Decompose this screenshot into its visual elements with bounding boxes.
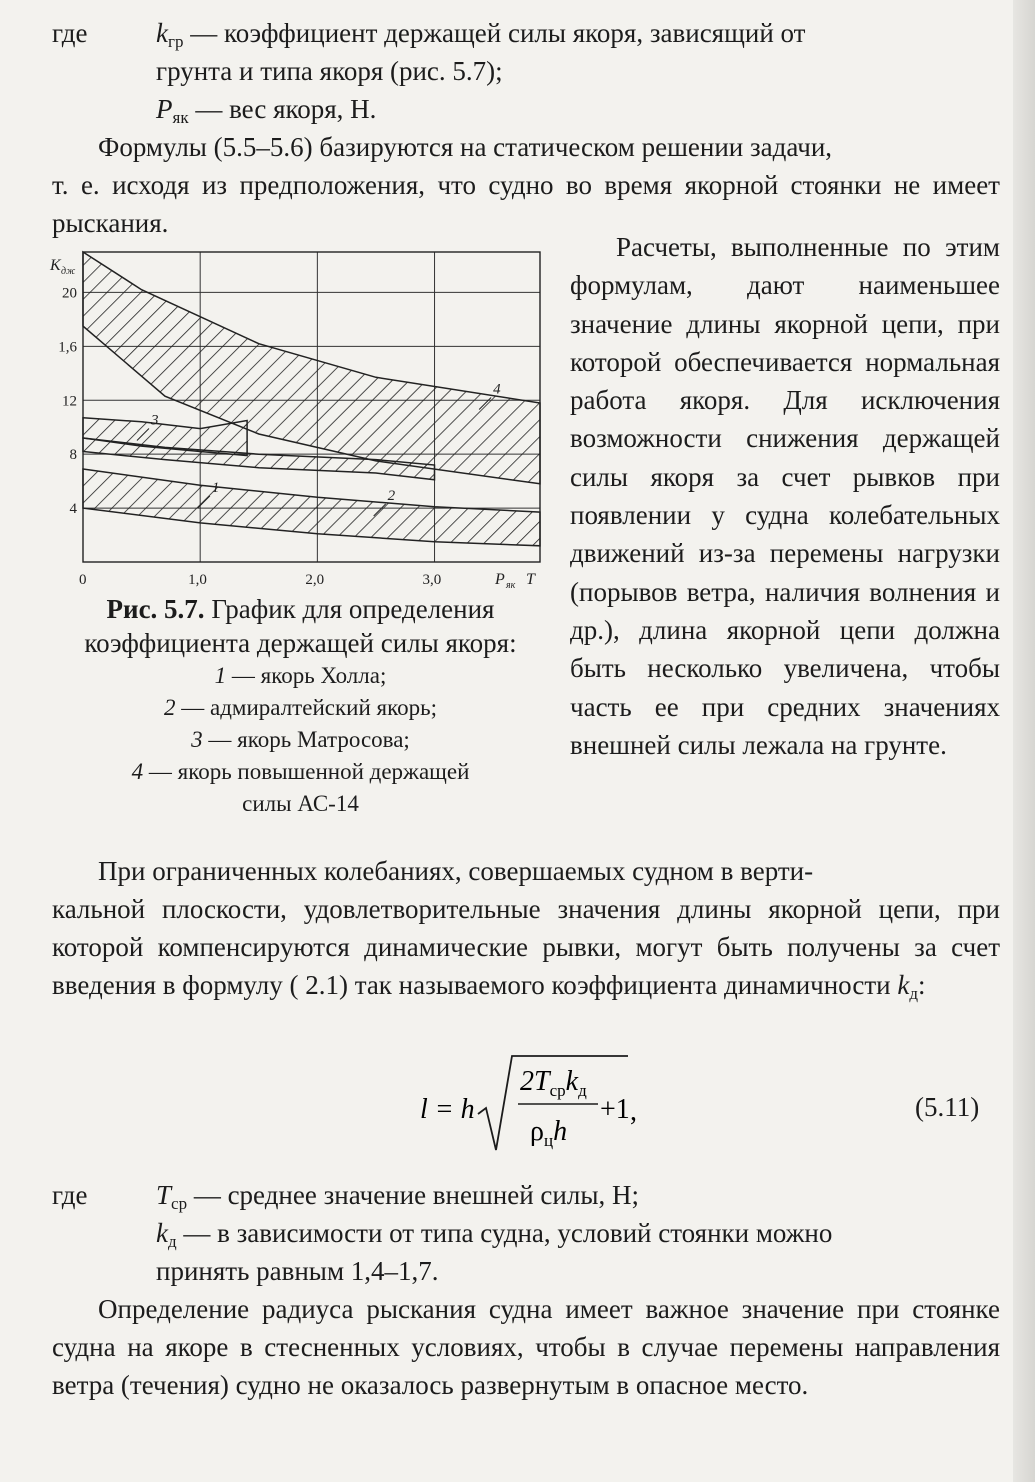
symbol-k: k <box>897 970 910 1000</box>
subscript-gr: гр <box>167 32 184 51</box>
legend-item <box>58 724 543 756</box>
x-tick-label: 1,0 <box>188 572 207 588</box>
plus-one: +1 <box>600 1094 630 1125</box>
legend-text: — якорь Матросова; <box>202 727 410 752</box>
y-tick-label: 1,6 <box>58 339 77 356</box>
where-word: где <box>52 18 88 48</box>
definition-text: — в зависимости от типа судна, условий стоянки можно <box>176 1218 833 1248</box>
symbol-k: k <box>156 1218 168 1248</box>
y-axis-label-subscript: дж <box>61 266 76 277</box>
legend-number: 2 <box>164 695 176 720</box>
legend-item <box>58 756 543 788</box>
symbol-k: k <box>156 18 168 48</box>
legend-item <box>58 692 543 724</box>
right-column-paragraph <box>570 228 1000 764</box>
y-tick-label: 20 <box>62 285 77 302</box>
definition-text: — коэффициент держащей силы якоря, зависящий от <box>183 18 806 48</box>
caption-legend <box>58 660 543 820</box>
legend-item <box>58 788 543 820</box>
chart-svg <box>40 240 560 590</box>
definition-text: — вес якоря, Н. <box>188 94 377 124</box>
series-label-1: 1 <box>211 479 220 496</box>
definition-k-gr <box>156 14 1002 90</box>
band-series-1 <box>83 469 540 546</box>
y-tick-label: 4 <box>69 501 77 518</box>
y-tick-label: 12 <box>62 393 77 410</box>
legend-text: — якорь Холла; <box>226 663 387 688</box>
figure-caption <box>58 592 543 820</box>
paragraph-dynamic-coefficient <box>52 852 1000 1004</box>
subscript-d: д <box>167 1232 177 1251</box>
bottom-definitions <box>52 1176 1002 1290</box>
top-definitions <box>52 14 1002 128</box>
y-axis-label: K <box>50 257 61 274</box>
y-tick-label: 8 <box>69 447 77 464</box>
definition-p-yak <box>156 90 1002 128</box>
page-edge-shadow <box>1013 0 1035 1482</box>
legend-text: — якорь повышенной держащей <box>143 759 470 784</box>
where-word: где <box>52 1180 88 1210</box>
denominator: $\rho_цh$ <box>530 1116 568 1150</box>
paragraph-yaw-radius <box>52 1290 1000 1404</box>
figure-5-7-chart <box>40 240 560 590</box>
paragraph-first-line: При ограниченных колебаниях, совершаемых судном в верти- <box>98 856 814 886</box>
x-axis-label-subscript: як <box>506 580 516 590</box>
caption-title <box>58 592 543 660</box>
caption-title-text: График для определения коэффициента держащей силы якоря: <box>84 594 517 658</box>
legend-text: — адмиралтейский якорь; <box>175 695 437 720</box>
definition-t-sr <box>156 1176 1002 1214</box>
formula-lhs: l = h <box>420 1094 475 1125</box>
formula-comma: , <box>630 1096 637 1127</box>
paragraph-rest: кальной плоскости, удовлетворительные значения длины якорной цепи, при которой компенсируются динамические рывки, могут быть получены за счет введения в формулу ( 2.1) так называемого коэффициента динамичности <box>52 894 1000 1000</box>
caption-label: Рис. 5.7. <box>106 594 205 624</box>
right-column-text: Расчеты, выполненные по этим формулам, дают наименьшее значение длины якорной цепи, при которой обеспечивается нормальная работа якоря. Для исключения возможности снижения держащей силы якоря за счет рывков при появлении у судна колебательных движений из-за перемены нагрузки (порывов ветра, наличия волнения и др.), длина якорной цепи должна быть несколько увеличена, чтобы часть ее при средних значениях внешней силы лежала на грунте. <box>570 232 1000 760</box>
chart-bands <box>83 252 540 546</box>
legend-text: силы АС-14 <box>242 791 359 816</box>
paragraph-text: Определение радиуса рыскания судна имеет важное значение при стоянке судна на якоре в стесненных условиях, чтобы в случае перемены направления ветра (течения) судно не оказалось развернутым в опасное место. <box>52 1294 1000 1400</box>
legend-number: 1 <box>214 663 227 688</box>
series-label-3: 3 <box>150 412 159 429</box>
symbol-t: T <box>156 1180 172 1210</box>
definition-continuation: грунта и типа якоря (рис. 5.7); <box>156 56 503 86</box>
numerator: $2T_{ср}k_д$ <box>520 1066 587 1100</box>
x-tick-label: 0 <box>79 572 87 588</box>
series-label-4: 4 <box>493 381 501 398</box>
x-tick-label: 2,0 <box>305 572 325 588</box>
symbol-p: P <box>156 94 173 124</box>
x-tick-label: 3,0 <box>422 572 442 588</box>
x-axis-label: P <box>495 571 505 588</box>
x-axis-unit: T <box>526 571 535 588</box>
colon: : <box>917 970 926 1000</box>
legend-number: 4 <box>131 759 144 784</box>
definition-text: — среднее значение внешней силы, Н; <box>187 1180 639 1210</box>
subscript-d: д <box>909 984 918 1003</box>
series-label-2: 2 <box>387 488 396 504</box>
definition-continuation: принять равным 1,4–1,7. <box>156 1256 439 1286</box>
paragraph-static-solution <box>52 128 1000 242</box>
subscript-sr: ср <box>171 1194 188 1213</box>
legend-item <box>58 660 543 692</box>
paragraph-first-line: Формулы (5.5–5.6) базируются на статическом решении задачи, <box>98 132 833 162</box>
paragraph-rest: т. е. исходя из предположения, что судно во время якорной стоянки не имеет рыскания. <box>52 170 1000 238</box>
definition-k-d <box>156 1214 1002 1290</box>
equation-number: (5.11) <box>915 1092 980 1122</box>
legend-number: 3 <box>191 727 203 752</box>
subscript-yak: як <box>172 108 189 127</box>
